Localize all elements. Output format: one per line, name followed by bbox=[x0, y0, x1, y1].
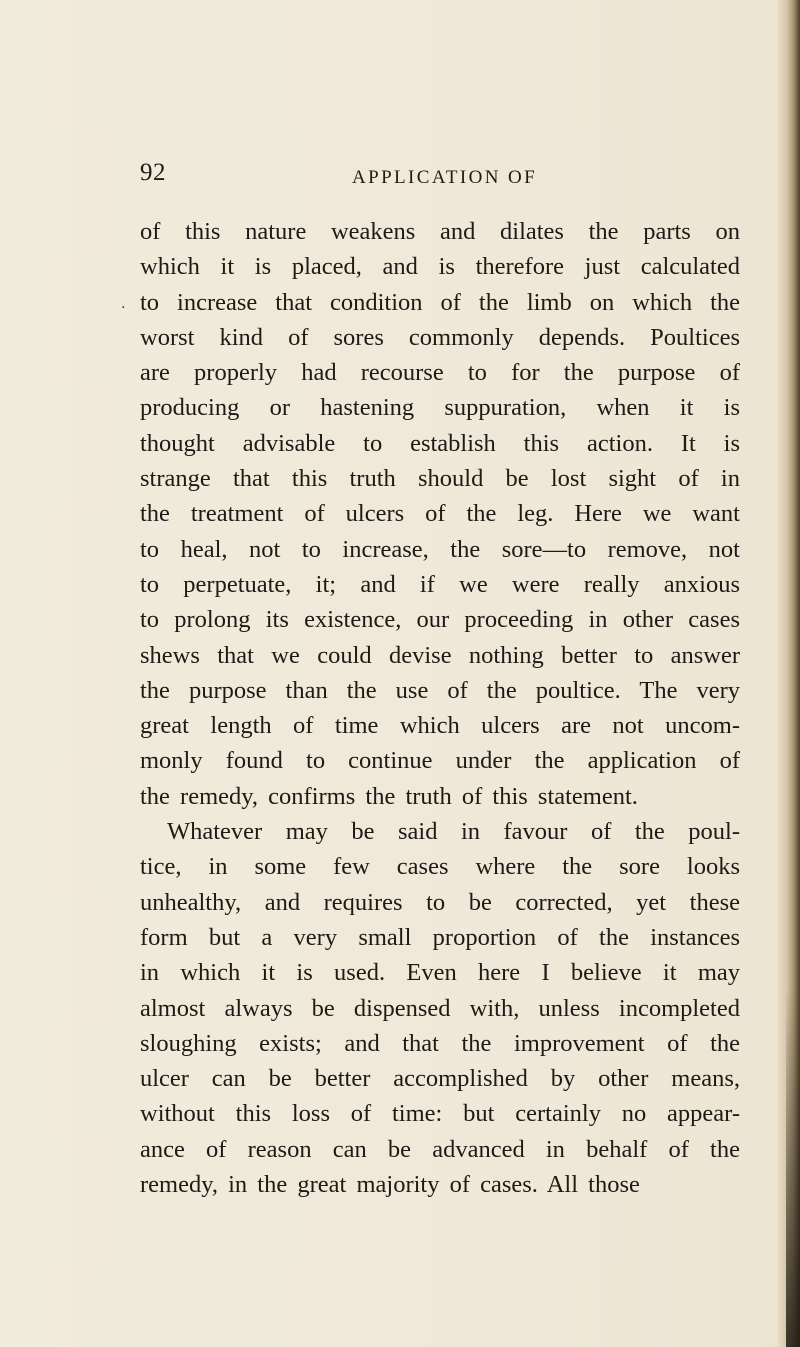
text-line: to perpetuate, it; and if we were really anxious bbox=[140, 570, 740, 598]
text-line: to heal, not to increase, the sore—to remove, not bbox=[140, 535, 740, 563]
text-line: almost always be dispensed with, unless incompleted bbox=[140, 994, 740, 1022]
text-line: form but a very small proportion of the instances bbox=[140, 923, 740, 951]
text-line: monly found to continue under the application of bbox=[140, 747, 740, 775]
text-line: remedy, in the great majority of cases. All those bbox=[140, 1171, 640, 1199]
text-line: the treatment of ulcers of the leg. Here we want bbox=[140, 500, 740, 528]
body-text bbox=[140, 214, 740, 1202]
text-line: the purpose than the use of the poultice. The very bbox=[140, 676, 740, 704]
text-line: ulcer can be better accomplished by other means, bbox=[140, 1065, 740, 1093]
text-line: shews that we could devise nothing better to answer bbox=[140, 641, 740, 669]
text-line: to prolong its existence, our proceeding in other cases bbox=[140, 606, 740, 634]
text-line: to increase that condition of the limb on which the bbox=[140, 288, 740, 316]
text-line: are properly had recourse to for the purpose of bbox=[140, 359, 740, 387]
text-line: thought advisable to establish this action. It is bbox=[140, 429, 740, 457]
running-head: APPLICATION OF bbox=[352, 167, 538, 188]
text-line: of this nature weakens and dilates the parts on bbox=[140, 218, 740, 245]
text-line: Whatever may be said in favour of the poul- bbox=[167, 818, 740, 846]
text-line: which it is placed, and is therefore just calculated bbox=[140, 253, 740, 281]
text-line: strange that this truth should be lost sight of in bbox=[140, 465, 740, 493]
text-line: in which it is used. Even here I believe it may bbox=[140, 959, 740, 987]
text-line: worst kind of sores commonly depends. Poultices bbox=[140, 323, 740, 351]
text-line: tice, in some few cases where the sore looks bbox=[140, 853, 740, 881]
text-line: ance of reason can be advanced in behalf of the bbox=[140, 1135, 740, 1163]
text-line: sloughing exists; and that the improvement of the bbox=[140, 1029, 740, 1057]
margin-dot: . bbox=[121, 296, 126, 312]
page-number: 92 bbox=[140, 159, 166, 186]
text-line: great length of time which ulcers are not uncom- bbox=[140, 712, 740, 740]
text-line: without this loss of time: but certainly no appear- bbox=[140, 1100, 740, 1128]
text-line: unhealthy, and requires to be corrected, yet these bbox=[140, 888, 740, 916]
text-line: the remedy, confirms the truth of this statement. bbox=[140, 782, 638, 810]
page-edge-dark-corner bbox=[786, 987, 800, 1347]
text-line: producing or hastening suppuration, when it is bbox=[140, 394, 740, 422]
